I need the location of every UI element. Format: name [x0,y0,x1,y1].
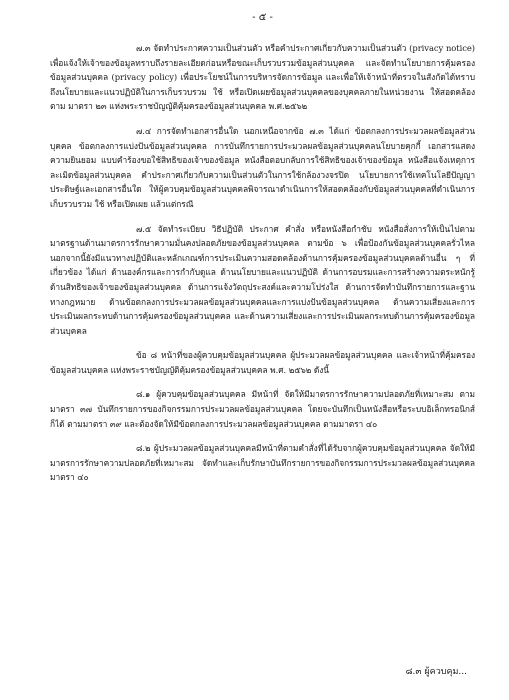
paragraph-8-2: ๘.๒ ผู้ประมวลผลข้อมูลส่วนบุคคลมีหน้าที่ตามคำสั่งที่ได้รับจากผู้ควบคุมข้อมูลส่วนบุคคล จัดให้มีมาตรการรักษาความปลอดภัยที่เหมาะสม จัดทำและเก็บรักษาบันทึกรายการของกิจกรรมการประมวลผลข้อมูลส่วนบุคคล มาตรา ๔๐ [50,443,475,483]
paragraph-7-5: ๗.๕ จัดทำระเบียบ วิธีปฏิบัติ ประกาศ คำสั่ง หรือหนังสือกำชับ หนังสือสั่งการให้เป็นไปตามมาตรฐานด้านมาตรการรักษาความมั่นคงปลอดภัยของข้อมูลส่วนบุคคล ตามข้อ ๖ เพื่อป้องกันข้อมูลส่วนบุคคลรั่วไหล นอกจากนี้ยังมีแนวทางปฏิบัติและหลักเกณฑ์การประเมินความสอดคล้องด้านการคุ้มครองข้อมูลส่วนบุคคลด้านอื่น ๆ ที่เกี่ยวข้อง ได้แก่ ด้านองค์กรและการกำกับดูแล ด้านนโยบายและแนวปฏิบัติ ด้านการอบรมและการสร้างความตระหนักรู้ ด้านสิทธิของเจ้าของข้อมูลส่วนบุคคล ด้านการแจ้งวัตถุประสงค์และความโปร่งใส ด้านการจัดทำบันทึกรายการและฐานทางกฎหมาย ด้านข้อตกลงการประมวลผลข้อมูลส่วนบุคคลและการแบ่งปันข้อมูลส่วนบุคคล ด้านความเสี่ยงและการประเมินผลกระทบด้านการคุ้มครองข้อมูลส่วนบุคคล และด้านความเสี่ยงและการประเมินผลกระทบด้านการคุ้มครองข้อมูลส่วนบุคคล [50,223,475,336]
paragraph-7-3: ๗.๓ จัดทำประกาศความเป็นส่วนตัว หรือคำประกาศเกี่ยวกับความเป็นส่วนตัว (privacy notice) เพื่อแจ้งให้เจ้าของข้อมูลทราบถึงรายละเอียดก่อนหรือขณะเก็บรวบรวมข้อมูลส่วนบุคคล และจัดทำนโยบายการคุ้มครองข้อมูลส่วนบุคคล (privacy policy) เพื่อประโยชน์ในการบริหารจัดการข้อมูล และเพื่อให้เจ้าหน้าที่ตรวจในสังกัดได้ทราบถึงนโยบายและแนวปฏิบัติในการเก็บรวบรวม ใช้ หรือเปิดเผยข้อมูลส่วนบุคคลของบุคคลภายในหน่วยงาน ให้สอดคล้องตาม มาตรา ๒๓ แห่งพระราชบัญญัติคุ้มครองข้อมูลส่วนบุคคล พ.ศ.๒๕๖๒ [50,43,475,112]
paragraph-8-1: ๘.๑ ผู้ควบคุมข้อมูลส่วนบุคคล มีหน้าที่ จัดให้มีมาตรการรักษาความปลอดภัยที่เหมาะสม ตามมาตรา ๓๗ บันทึกรายการของกิจกรรมการประมวลผลข้อมูลส่วนบุคคล โดยจะบันทึกเป็นหนังสือหรือระบบอิเล็กทรอนิกส์ก็ได้ ตามมาตรา ๓๙ และต้องจัดให้มีข้อตกลงการประมวลผลข้อมูลส่วนบุคคล ตามมาตรา ๔๐ [50,389,475,429]
next-page-hint: ๘.๓ ผู้ควบคุม... [405,667,467,677]
section-8-heading: ข้อ ๘ หน้าที่ของผู้ควบคุมข้อมูลส่วนบุคคล ผู้ประมวลผลข้อมูลส่วนบุคคล และเจ้าหน้าที่คุ้มครองข้อมูลส่วนบุคคล แห่งพระราชบัญญัติคุ้มครองข้อมูลส่วนบุคคล พ.ศ. ๒๕๖๒ ดังนี้ [50,350,475,375]
page-number: - ๕ - [252,12,273,23]
paragraph-7-4: ๗.๔ การจัดทำเอกสารอื่นใด นอกเหนือจากข้อ ๗.๓ ได้แก่ ข้อตกลงการประมวลผลข้อมูลส่วนบุคคล ข้อตกลงการแบ่งปันข้อมูลส่วนบุคคล การบันทึกรายการประมวลผลข้อมูลส่วนบุคคลนโยบายคุกกี้ เอกสารแสดงความยินยอม แบบคำร้องขอใช้สิทธิของเจ้าของข้อมูล หนังสือตอบกลับการใช้สิทธิของเจ้าของข้อมูล หนังสือแจ้งเหตุการละเมิดข้อมูลส่วนบุคคล คำประกาศเกี่ยวกับความเป็นส่วนตัวในการใช้กล้องวงจรปิด นโยบายการใช้เทคโนโลยีปัญญาประดิษฐ์และเอกสารอื่นใด ให้ผู้ควบคุมข้อมูลส่วนบุคคลพิจารณาดำเนินการให้สอดคล้องกับข้อมูลส่วนบุคคลที่ดำเนินการเก็บรวบรวม ใช้ หรือเปิดเผย แล้วแต่กรณี [50,125,475,209]
